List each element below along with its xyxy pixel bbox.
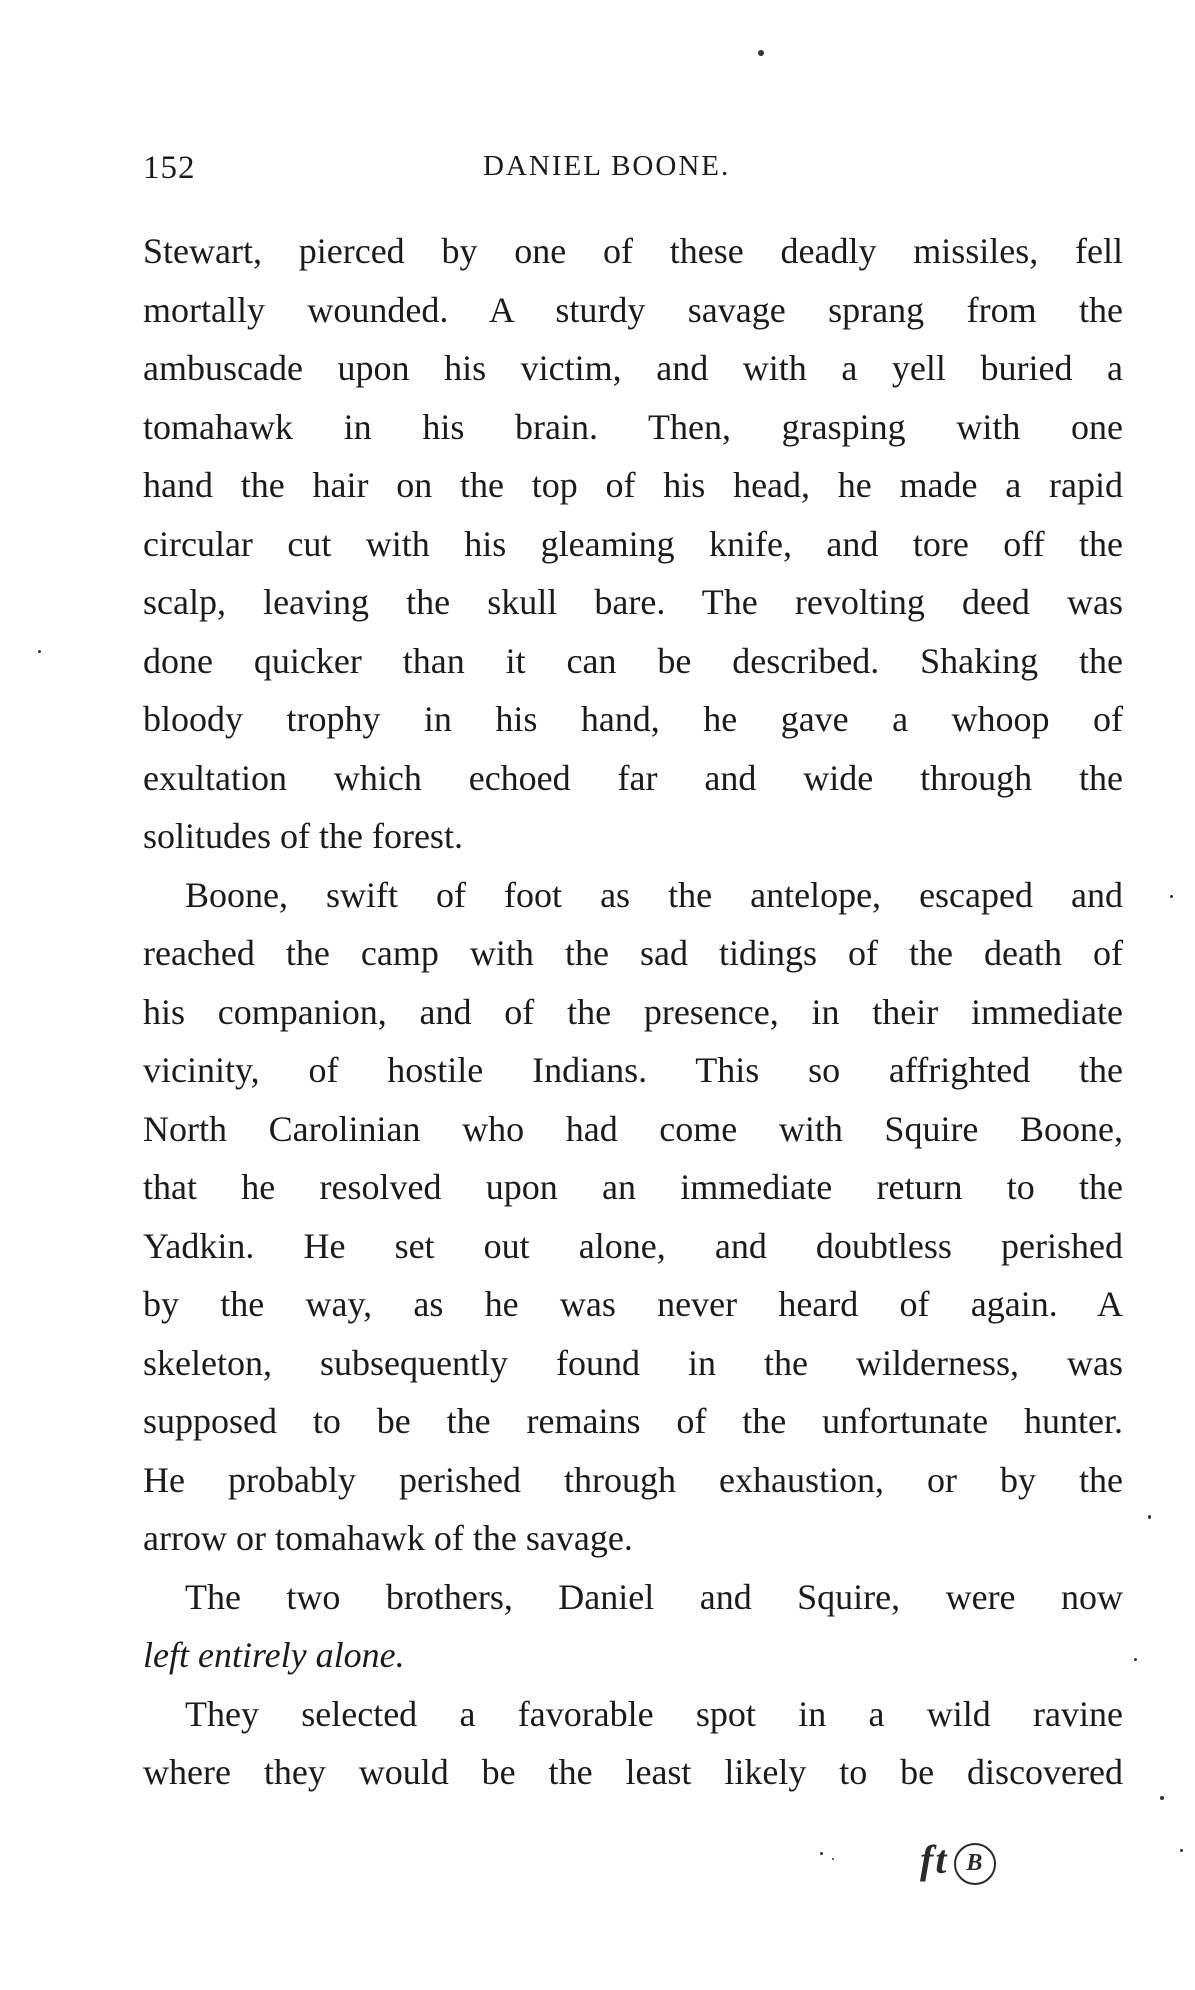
text-line: exultation which echoed far and wide through the	[143, 757, 1123, 798]
scan-speck	[1160, 1796, 1164, 1800]
scan-speck	[1134, 1658, 1137, 1661]
text-line: Stewart, pierced by one of these deadly missiles, fell	[143, 231, 1123, 271]
text-line: They selected a favorable spot in a wild ravine	[185, 1693, 1123, 1734]
text-line: The two brothers, Daniel and Squire, were now	[185, 1576, 1123, 1617]
page-header	[143, 150, 1123, 192]
scan-speck	[1180, 1849, 1183, 1852]
text-line: his companion, and of the presence, in their immediate	[143, 991, 1123, 1032]
text-line: North Carolinian who had come with Squire Boone,	[143, 1108, 1123, 1149]
circled-letter-icon: B	[954, 1843, 996, 1885]
scan-speck	[758, 50, 764, 56]
scan-speck	[820, 1852, 823, 1855]
signature-mark	[920, 1836, 996, 1885]
text-line: left entirely alone.	[143, 1635, 405, 1675]
scan-speck	[832, 1858, 834, 1860]
text-line: done quicker than it can be described. Shaking the	[143, 640, 1123, 681]
paragraph	[143, 222, 1123, 866]
scan-speck	[1170, 895, 1173, 898]
text-line: by the way, as he was never heard of again. A	[143, 1284, 1123, 1324]
text-line: tomahawk in his brain. Then, grasping with one	[143, 406, 1123, 447]
text-line: skeleton, subsequently found in the wilderness, was	[143, 1342, 1123, 1383]
running-head: DANIEL BOONE.	[483, 150, 731, 182]
text-line: reached the camp with the sad tidings of the death of	[143, 933, 1123, 973]
text-line: scalp, leaving the skull bare. The revolting deed was	[143, 582, 1123, 622]
text-line: vicinity, of hostile Indians. This so affrighted the	[143, 1050, 1123, 1090]
text-line: ambuscade upon his victim, and with a yell buried a	[143, 348, 1123, 388]
text-line: solitudes of the forest.	[143, 816, 463, 856]
text-line: supposed to be the remains of the unfortunate hunter.	[143, 1401, 1123, 1441]
text-line: mortally wounded. A sturdy savage sprang from the	[143, 289, 1123, 330]
text-line: that he resolved upon an immediate return to the	[143, 1167, 1123, 1207]
scan-speck	[1148, 1515, 1151, 1519]
text-line: Yadkin. He set out alone, and doubtless perished	[143, 1225, 1123, 1266]
text-line: Boone, swift of foot as the antelope, escaped and	[185, 874, 1123, 915]
paragraph	[143, 1685, 1123, 1802]
text-line: arrow or tomahawk of the savage.	[143, 1518, 633, 1558]
text-line: He probably perished through exhaustion, or by the	[143, 1459, 1123, 1500]
text-line: bloody trophy in his hand, he gave a whoop of	[143, 699, 1123, 739]
scan-speck	[38, 650, 41, 653]
signature-text: ft	[920, 1837, 949, 1882]
page-number: 152	[143, 150, 196, 186]
text-line: circular cut with his gleaming knife, and tore off the	[143, 523, 1123, 564]
text-line: hand the hair on the top of his head, he made a rapid	[143, 465, 1123, 505]
paragraph	[143, 1568, 1123, 1685]
body-text	[143, 222, 1123, 1802]
text-line: where they would be the least likely to be discovered	[143, 1752, 1123, 1792]
paragraph	[143, 866, 1123, 1568]
